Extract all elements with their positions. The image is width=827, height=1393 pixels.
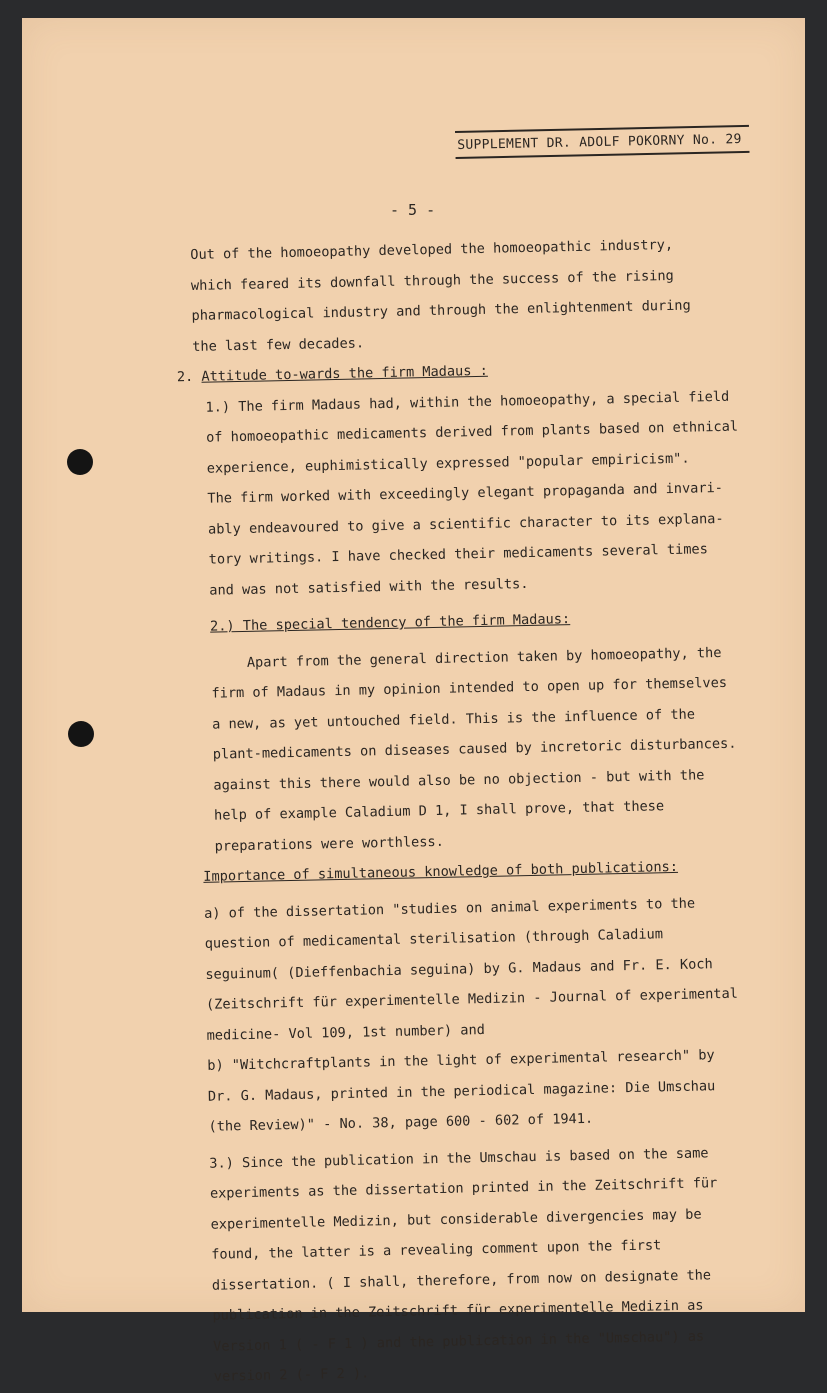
point-1: 1.) The firm Madaus had, within the homoeopathy, a special field of homoeopathic medicaments derived from plants based on ethnical experience, euphimistically expressed "popular empiricism". The firm worked with exceedingly elegant propaganda and invari- ably endeavoured to give a scientific character to its explana- tory writings. I have checked their medicaments several times and was not satisfied with the results. [205, 388, 739, 599]
section-number: 2. [176, 368, 194, 386]
point-2-heading-label: 2.) The special tendency of the firm Madaus: [209, 611, 571, 635]
item-a: a) of the dissertation "studies on animal experiments to the question of medicamental sterilisation (through Caladium seguinum( (Dieffenbachia seguina) by G. Madaus and Fr. E. Koch (Zeitschrift für experimentelle Medizin - Journal of experimental medicine- Vol 109, 1st number) and [203, 895, 739, 1044]
punch-hole [67, 449, 93, 475]
supplement-reference: SUPPLEMENT DR. ADOLF POKORNY No. 29 [455, 125, 750, 159]
document-body [176, 228, 799, 1392]
item-b: b) "Witchcraftplants in the light of experimental research" by Dr. G. Madaus, printed in the periodical magazine: Die Umschau (the Review)" - No. 38, page 600 - 602 of 1941. [207, 1047, 716, 1135]
point-3: 3.) Since the publication in the Umschau is based on the same experiments as the dissertation printed in the Zeitschrift für experimentelle Medizin, but considerable divergencies may be found, the latter is a revealing comment upon the first dissertation. ( I shall, therefore, from now on designate the publication in the Zeitschrift für experimentelle Medizin as Version 1 ( - F 1 ) and the publication in the "Umschau") as version 2 (- F 2 ). [209, 1144, 718, 1385]
page-number: - 5 - [390, 201, 436, 219]
point-2-heading [210, 600, 784, 642]
intro-paragraph: Out of the homoeopathy developed the homoeopathic industry, which feared its downfall through the success of the rising pharmacological industry and through the enlightenment during the last few decades. [190, 236, 691, 355]
importance-heading-label: Importance of simultaneous knowledge of both publications: [203, 858, 679, 885]
point-2-body: Apart from the general direction taken by homoeopathy, the firm of Madaus in my opinion intended to open up for themselves a new, as yet untouched field. This is the influence of the plant-medicaments on diseases caused by incretoric disturbances. against this there would also be no objection - but with the help of example Caladium D 1, I shall prove, that these preparations were worthless. [211, 644, 737, 855]
punch-hole [68, 721, 94, 747]
section-heading-label: Attitude to-wards the firm Madaus : [201, 362, 488, 385]
